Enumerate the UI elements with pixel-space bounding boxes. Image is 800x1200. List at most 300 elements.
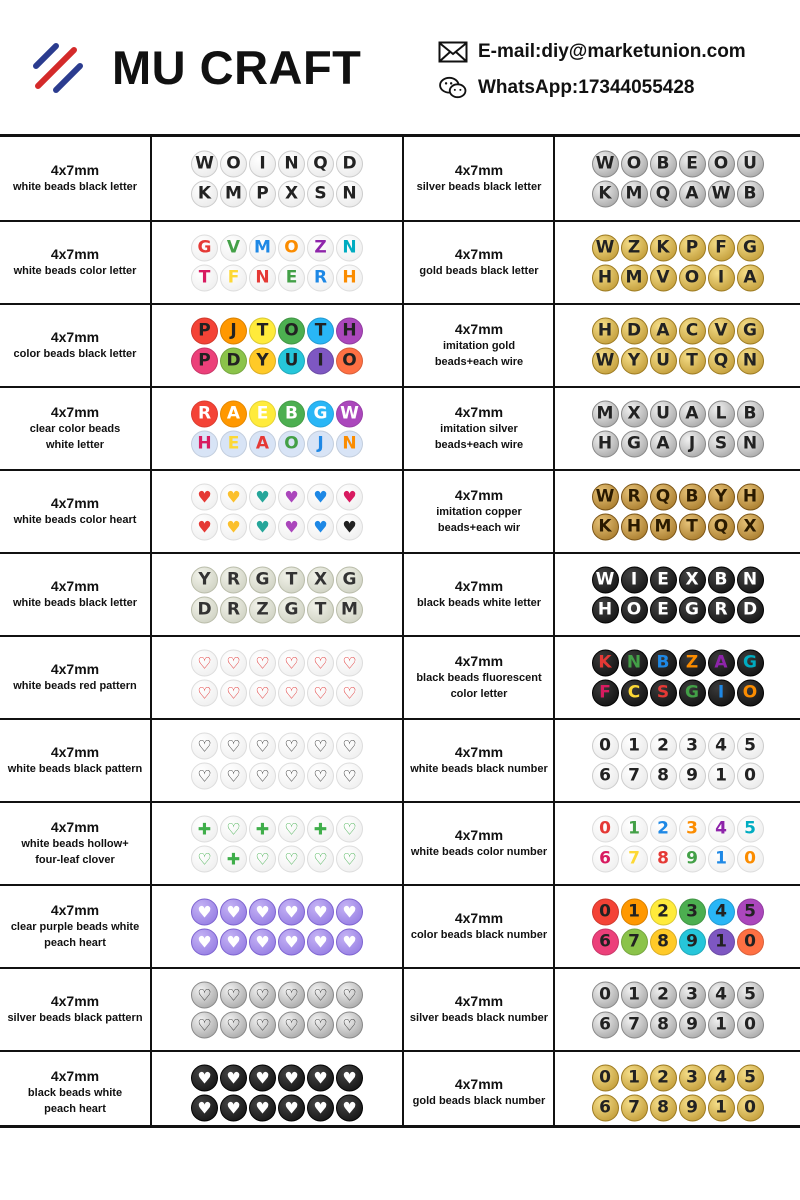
product-image bbox=[152, 222, 402, 303]
bead-size: 4x7mm bbox=[454, 321, 504, 337]
bead: ♡ bbox=[336, 762, 363, 789]
bead: 4 bbox=[708, 898, 735, 925]
bead: ♥ bbox=[220, 898, 247, 925]
bead: ♥ bbox=[220, 1064, 247, 1091]
bead: ♥ bbox=[336, 1094, 363, 1121]
bead: 8 bbox=[650, 1094, 677, 1121]
bead-size: 4x7mm bbox=[50, 1068, 100, 1084]
product-label bbox=[0, 720, 150, 801]
product-image bbox=[152, 388, 402, 469]
bead: S bbox=[650, 679, 677, 706]
bead: 3 bbox=[679, 1064, 706, 1091]
bead: B bbox=[708, 566, 735, 593]
product-image bbox=[555, 471, 800, 552]
bead: E bbox=[650, 596, 677, 623]
bead-size: 4x7mm bbox=[50, 993, 100, 1009]
bead-size: 4x7mm bbox=[454, 744, 504, 760]
bead: Z bbox=[679, 649, 706, 676]
product-image bbox=[152, 637, 402, 718]
bead: ♥ bbox=[278, 1094, 305, 1121]
bead-grid bbox=[592, 898, 764, 955]
bead: ♡ bbox=[336, 1011, 363, 1038]
product-image bbox=[555, 1052, 800, 1133]
bead: 1 bbox=[621, 815, 648, 842]
bead: 5 bbox=[737, 815, 764, 842]
bead: Y bbox=[708, 483, 735, 510]
bead: H bbox=[592, 430, 619, 457]
bead: N bbox=[336, 180, 363, 207]
bead: 1 bbox=[621, 981, 648, 1008]
bead: 0 bbox=[737, 1011, 764, 1038]
bead-size: 4x7mm bbox=[50, 246, 100, 262]
catalog-row bbox=[0, 1050, 800, 1133]
bead: 8 bbox=[650, 1011, 677, 1038]
bead: Q bbox=[307, 150, 334, 177]
bead: C bbox=[621, 679, 648, 706]
product-label bbox=[0, 471, 150, 552]
bead: ♥ bbox=[307, 513, 334, 540]
bead: 8 bbox=[650, 845, 677, 872]
bead: ♡ bbox=[336, 815, 363, 842]
bead: F bbox=[708, 234, 735, 261]
bead: ♡ bbox=[278, 1011, 305, 1038]
bead: ♥ bbox=[278, 1064, 305, 1091]
bead: G bbox=[737, 649, 764, 676]
bead: H bbox=[336, 264, 363, 291]
bead-description: imitation gold bbox=[442, 340, 516, 352]
bead: G bbox=[191, 234, 218, 261]
bead-size: 4x7mm bbox=[454, 162, 504, 178]
bead-description: silver beads black letter bbox=[416, 181, 542, 193]
catalog-row bbox=[0, 469, 800, 552]
product-image bbox=[555, 720, 800, 801]
product-label bbox=[0, 886, 150, 967]
bead: A bbox=[737, 264, 764, 291]
bead: ♡ bbox=[220, 762, 247, 789]
bead: ♡ bbox=[249, 679, 276, 706]
bead: ♥ bbox=[220, 513, 247, 540]
bead-description: white beads black letter bbox=[12, 181, 138, 193]
bead-grid bbox=[592, 732, 764, 789]
bead: 3 bbox=[679, 981, 706, 1008]
bead-description: beads+each wir bbox=[437, 522, 521, 534]
bead: ♡ bbox=[307, 762, 334, 789]
bead: ♥ bbox=[278, 513, 305, 540]
bead-description: silver beads black number bbox=[409, 1012, 549, 1024]
bead-description: white beads black letter bbox=[12, 597, 138, 609]
bead: A bbox=[650, 317, 677, 344]
product-image bbox=[555, 554, 800, 635]
bead-grid bbox=[592, 234, 764, 291]
bead: W bbox=[592, 150, 619, 177]
bead-grid bbox=[592, 566, 764, 623]
bead: 1 bbox=[621, 898, 648, 925]
bead: ✚ bbox=[191, 815, 218, 842]
bead-description: clear purple beads white bbox=[10, 921, 140, 933]
bead-description: black beads fluorescent bbox=[416, 672, 542, 684]
product-image bbox=[152, 1052, 402, 1133]
bead: R bbox=[307, 264, 334, 291]
bead: 9 bbox=[679, 762, 706, 789]
bead: ♥ bbox=[307, 928, 334, 955]
bead: G bbox=[737, 317, 764, 344]
bead-grid bbox=[592, 649, 764, 706]
bead-description: peach heart bbox=[44, 937, 106, 949]
catalog-row bbox=[0, 967, 800, 1050]
bead: ♡ bbox=[191, 679, 218, 706]
whatsapp-text: WhatsApp:17344055428 bbox=[478, 77, 695, 98]
bead: ♡ bbox=[249, 762, 276, 789]
bead: 4 bbox=[708, 732, 735, 759]
bead: D bbox=[737, 596, 764, 623]
bead: 1 bbox=[708, 928, 735, 955]
bead-grid bbox=[191, 732, 363, 789]
bead-size: 4x7mm bbox=[50, 404, 100, 420]
bead: W bbox=[592, 347, 619, 374]
bead: F bbox=[592, 679, 619, 706]
bead: 3 bbox=[679, 898, 706, 925]
bead: P bbox=[191, 347, 218, 374]
product-label bbox=[0, 803, 150, 884]
bead: ♡ bbox=[220, 679, 247, 706]
product-image bbox=[152, 969, 402, 1050]
bead: W bbox=[336, 400, 363, 427]
bead: ♡ bbox=[220, 649, 247, 676]
bead: ♡ bbox=[191, 845, 218, 872]
bead: O bbox=[621, 150, 648, 177]
bead: P bbox=[249, 180, 276, 207]
bead-size: 4x7mm bbox=[50, 819, 100, 835]
product-label bbox=[405, 886, 553, 967]
bead: 6 bbox=[592, 1011, 619, 1038]
bead-description: imitation silver bbox=[440, 423, 518, 435]
bead: N bbox=[621, 649, 648, 676]
bead: ♥ bbox=[191, 928, 218, 955]
bead-size: 4x7mm bbox=[50, 495, 100, 511]
bead: 5 bbox=[737, 1064, 764, 1091]
bead-grid bbox=[191, 981, 363, 1038]
page-header bbox=[0, 0, 800, 125]
bead: 0 bbox=[737, 928, 764, 955]
product-image bbox=[152, 720, 402, 801]
bead: G bbox=[307, 400, 334, 427]
bead: Y bbox=[621, 347, 648, 374]
bead: N bbox=[336, 430, 363, 457]
bead: ♥ bbox=[220, 1094, 247, 1121]
bead: N bbox=[336, 234, 363, 261]
bead: N bbox=[278, 150, 305, 177]
bead: T bbox=[307, 596, 334, 623]
bead: S bbox=[307, 180, 334, 207]
bead: W bbox=[592, 566, 619, 593]
bead: ♥ bbox=[336, 513, 363, 540]
whatsapp-contact[interactable] bbox=[438, 76, 695, 100]
bead: I bbox=[708, 679, 735, 706]
bead: X bbox=[307, 566, 334, 593]
bead: B bbox=[737, 180, 764, 207]
bead-size: 4x7mm bbox=[50, 661, 100, 677]
product-image bbox=[152, 886, 402, 967]
bead: 0 bbox=[592, 898, 619, 925]
catalog-row bbox=[0, 718, 800, 801]
product-image bbox=[555, 222, 800, 303]
bead-size: 4x7mm bbox=[454, 827, 504, 843]
bead: ♡ bbox=[336, 845, 363, 872]
product-label bbox=[0, 554, 150, 635]
bead: R bbox=[191, 400, 218, 427]
bead: O bbox=[708, 150, 735, 177]
bead: 0 bbox=[592, 1064, 619, 1091]
bead-grid bbox=[191, 317, 363, 374]
bead: ♡ bbox=[336, 649, 363, 676]
bead: ♡ bbox=[249, 845, 276, 872]
bead: M bbox=[650, 513, 677, 540]
bead: D bbox=[220, 347, 247, 374]
bead: 7 bbox=[621, 928, 648, 955]
bead: ♥ bbox=[278, 483, 305, 510]
bead-description: white beads hollow+ bbox=[21, 838, 129, 850]
bead: Y bbox=[191, 566, 218, 593]
bead: ♡ bbox=[249, 981, 276, 1008]
bead: 4 bbox=[708, 815, 735, 842]
bead: A bbox=[249, 430, 276, 457]
bead: Q bbox=[650, 180, 677, 207]
bead: M bbox=[592, 400, 619, 427]
bead: O bbox=[737, 679, 764, 706]
product-image bbox=[555, 637, 800, 718]
bead: B bbox=[679, 483, 706, 510]
bead: 0 bbox=[592, 981, 619, 1008]
bead: N bbox=[737, 347, 764, 374]
bead: O bbox=[679, 264, 706, 291]
bead: L bbox=[708, 400, 735, 427]
bead: ♡ bbox=[307, 1011, 334, 1038]
bead: ♡ bbox=[278, 732, 305, 759]
bead: W bbox=[592, 483, 619, 510]
product-image bbox=[555, 969, 800, 1050]
bead: H bbox=[621, 513, 648, 540]
product-image bbox=[555, 803, 800, 884]
bead-size: 4x7mm bbox=[50, 162, 100, 178]
bead: ♡ bbox=[336, 981, 363, 1008]
bead: V bbox=[708, 317, 735, 344]
bead: 5 bbox=[737, 981, 764, 1008]
bead: ♥ bbox=[307, 898, 334, 925]
bead: Q bbox=[650, 483, 677, 510]
product-image bbox=[555, 137, 800, 220]
bead-description: white beads color letter bbox=[13, 265, 137, 277]
bead: H bbox=[191, 430, 218, 457]
bead: G bbox=[621, 430, 648, 457]
bead: ♥ bbox=[336, 928, 363, 955]
bead: ✚ bbox=[249, 815, 276, 842]
bead-grid bbox=[191, 150, 363, 207]
product-label bbox=[405, 554, 553, 635]
bead: K bbox=[592, 649, 619, 676]
bead-grid bbox=[592, 1064, 764, 1121]
bead: G bbox=[679, 679, 706, 706]
bead: 1 bbox=[621, 732, 648, 759]
bead: D bbox=[621, 317, 648, 344]
bead: O bbox=[621, 596, 648, 623]
product-label bbox=[0, 969, 150, 1050]
product-label bbox=[405, 471, 553, 552]
bead: ♥ bbox=[336, 898, 363, 925]
bead: V bbox=[650, 264, 677, 291]
bead: K bbox=[592, 513, 619, 540]
product-label bbox=[405, 969, 553, 1050]
bead: ♡ bbox=[220, 732, 247, 759]
bead: 2 bbox=[650, 1064, 677, 1091]
bead: G bbox=[278, 596, 305, 623]
bead-size: 4x7mm bbox=[454, 404, 504, 420]
bead: ♡ bbox=[307, 732, 334, 759]
bead: I bbox=[249, 150, 276, 177]
product-image bbox=[555, 305, 800, 386]
bead: E bbox=[220, 430, 247, 457]
bead: ♡ bbox=[307, 679, 334, 706]
bead: 3 bbox=[679, 732, 706, 759]
bead: Z bbox=[307, 234, 334, 261]
bead: X bbox=[621, 400, 648, 427]
bead-grid bbox=[191, 815, 363, 872]
product-label bbox=[405, 305, 553, 386]
bead: O bbox=[220, 150, 247, 177]
product-label bbox=[405, 388, 553, 469]
bead: A bbox=[679, 180, 706, 207]
bead: M bbox=[621, 264, 648, 291]
bead-grid bbox=[592, 981, 764, 1038]
bead-grid bbox=[592, 317, 764, 374]
bead-size: 4x7mm bbox=[454, 993, 504, 1009]
bead-size: 4x7mm bbox=[50, 578, 100, 594]
product-image bbox=[152, 803, 402, 884]
bead: D bbox=[336, 150, 363, 177]
email-contact[interactable] bbox=[438, 40, 746, 64]
bead-grid bbox=[191, 400, 363, 457]
bead: O bbox=[336, 347, 363, 374]
bead-grid bbox=[592, 483, 764, 540]
bead: S bbox=[708, 430, 735, 457]
bead: P bbox=[191, 317, 218, 344]
bead: H bbox=[737, 483, 764, 510]
bead: ♥ bbox=[191, 898, 218, 925]
bead: H bbox=[592, 264, 619, 291]
bead-size: 4x7mm bbox=[454, 653, 504, 669]
bead-grid bbox=[191, 1064, 363, 1121]
bead-grid bbox=[191, 649, 363, 706]
bead: J bbox=[307, 430, 334, 457]
bead: ♡ bbox=[249, 732, 276, 759]
bead: B bbox=[278, 400, 305, 427]
bead: T bbox=[191, 264, 218, 291]
bead: ♥ bbox=[307, 483, 334, 510]
product-label bbox=[0, 637, 150, 718]
bead-description: gold beads black number bbox=[412, 1095, 546, 1107]
bead: T bbox=[679, 513, 706, 540]
bead: X bbox=[278, 180, 305, 207]
product-label bbox=[0, 305, 150, 386]
bead: Q bbox=[708, 347, 735, 374]
bead: ✚ bbox=[220, 845, 247, 872]
product-image bbox=[152, 137, 402, 220]
bead: 0 bbox=[737, 762, 764, 789]
bead-description: gold beads black letter bbox=[419, 265, 539, 277]
bead: 6 bbox=[592, 928, 619, 955]
bead: B bbox=[650, 150, 677, 177]
bead: 2 bbox=[650, 898, 677, 925]
bead: E bbox=[278, 264, 305, 291]
bead: F bbox=[220, 264, 247, 291]
bead: ♡ bbox=[191, 981, 218, 1008]
product-image bbox=[555, 886, 800, 967]
product-label bbox=[405, 720, 553, 801]
bead: ♥ bbox=[249, 1094, 276, 1121]
bead: 4 bbox=[708, 1064, 735, 1091]
bead: 6 bbox=[592, 762, 619, 789]
bead: ♥ bbox=[278, 928, 305, 955]
catalog-row bbox=[0, 801, 800, 884]
bead: 3 bbox=[679, 815, 706, 842]
bead: ♡ bbox=[278, 679, 305, 706]
bead: ♡ bbox=[336, 679, 363, 706]
bead: ♡ bbox=[191, 762, 218, 789]
bead: Q bbox=[708, 513, 735, 540]
bead-grid bbox=[191, 898, 363, 955]
bead: M bbox=[336, 596, 363, 623]
bead: O bbox=[278, 317, 305, 344]
bead: I bbox=[708, 264, 735, 291]
bead-description: black beads white bbox=[27, 1087, 123, 1099]
bead: ♡ bbox=[191, 732, 218, 759]
product-label bbox=[0, 137, 150, 220]
bead: K bbox=[592, 180, 619, 207]
bead: A bbox=[708, 649, 735, 676]
product-label bbox=[405, 222, 553, 303]
bead: 9 bbox=[679, 928, 706, 955]
bead-grid bbox=[592, 400, 764, 457]
bead: B bbox=[737, 400, 764, 427]
bead: M bbox=[249, 234, 276, 261]
bead-description: silver beads black pattern bbox=[7, 1012, 143, 1024]
bead: K bbox=[191, 180, 218, 207]
bead: ♥ bbox=[249, 898, 276, 925]
bead: 1 bbox=[708, 1094, 735, 1121]
bead: ♡ bbox=[307, 981, 334, 1008]
bead: T bbox=[679, 347, 706, 374]
bead: ✚ bbox=[307, 815, 334, 842]
bead-description: beads+each wire bbox=[434, 439, 524, 451]
bead-description: imitation copper bbox=[436, 506, 522, 518]
bead: ♥ bbox=[249, 483, 276, 510]
bead: X bbox=[737, 513, 764, 540]
bead: ♥ bbox=[249, 928, 276, 955]
brand-name: MU CRAFT bbox=[112, 41, 362, 94]
bead: R bbox=[220, 566, 247, 593]
bead: 7 bbox=[621, 762, 648, 789]
bead: H bbox=[592, 596, 619, 623]
bead: 7 bbox=[621, 845, 648, 872]
bead: U bbox=[650, 347, 677, 374]
bead: E bbox=[249, 400, 276, 427]
bead: ♥ bbox=[307, 1064, 334, 1091]
bead: ♡ bbox=[249, 649, 276, 676]
product-image bbox=[152, 554, 402, 635]
bead: W bbox=[191, 150, 218, 177]
catalog-row bbox=[0, 386, 800, 469]
bead: 7 bbox=[621, 1011, 648, 1038]
bead: ♥ bbox=[336, 483, 363, 510]
